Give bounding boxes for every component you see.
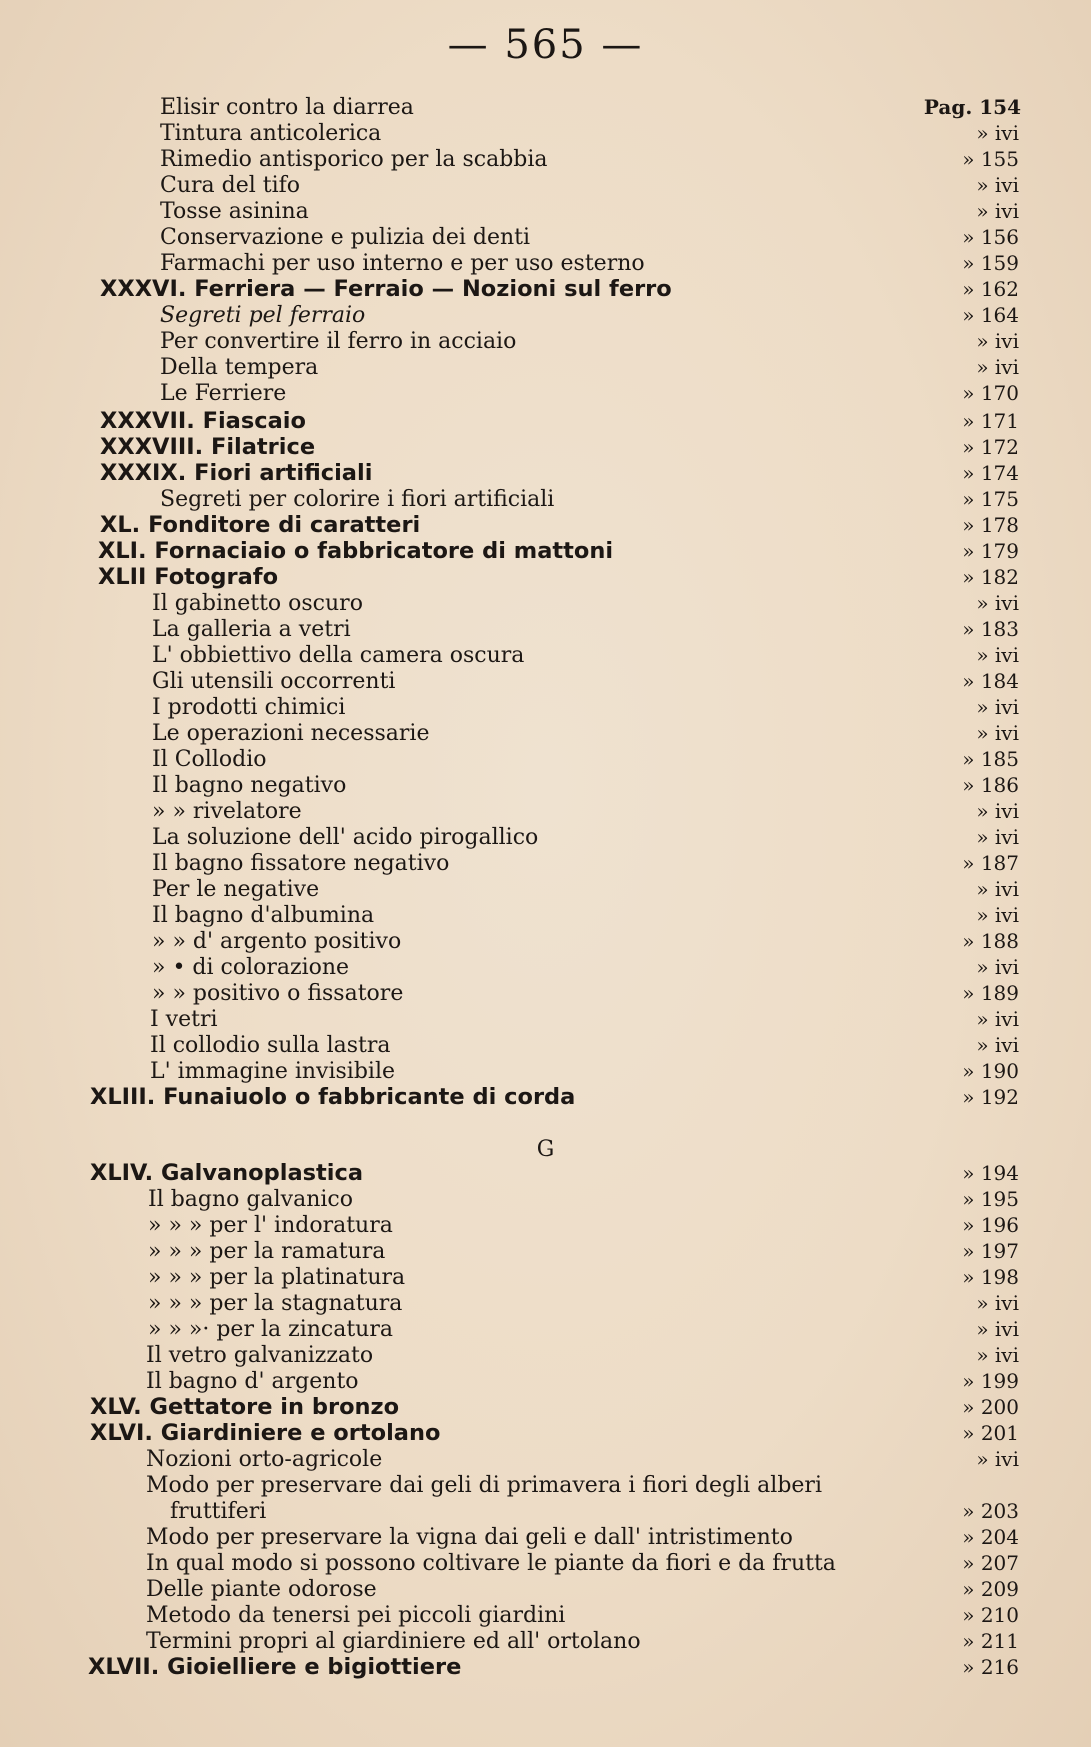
toc-entry-row [0,250,1091,277]
toc-entry-row [0,1212,1091,1239]
toc-section-row [0,538,1091,565]
section-title: XLII Fotografo [98,564,279,590]
toc-entry-row [0,1290,1091,1317]
page-reference: » 204 [962,1525,1019,1549]
page-reference: » ivi [976,721,1019,745]
entry-title: Farmachi per uso interno e per uso esterno [160,251,645,276]
page-number: — 565 — [447,22,644,68]
section-title: XLV. Gettatore in bronzo [90,1394,400,1420]
page-reference: » 186 [962,773,1019,797]
page-reference: » 189 [962,981,1019,1005]
toc-entry-row [0,720,1091,747]
toc-entry-row [0,120,1091,147]
page-reference: » ivi [976,1317,1019,1341]
toc-entry-row [0,746,1091,773]
page-reference: » 170 [962,381,1019,405]
page-reference: » ivi [976,1291,1019,1315]
page-reference: » ivi [976,799,1019,823]
page-reference: » 159 [962,251,1019,275]
toc-section-row [0,434,1091,461]
entry-title: Della tempera [160,355,319,380]
page-reference: » 201 [962,1421,1019,1445]
entry-title: Il Collodio [152,747,267,772]
entry-title: Delle piante odorose [146,1577,377,1602]
page-reference: » 194 [962,1161,1019,1185]
toc-entry-row [0,1368,1091,1395]
page-reference: » ivi [976,1343,1019,1367]
toc-entry-row [0,380,1091,407]
page-reference: » ivi [976,643,1019,667]
entry-title: Le Ferriere [160,381,287,406]
entry-title: Il bagno galvanico [148,1187,353,1212]
entry-title: Modo per preservare dai geli di primavera i fiori degli alberi [146,1473,822,1498]
entry-title: Il bagno d' argento [146,1369,359,1394]
entry-title: L' immagine invisibile [150,1059,395,1084]
page-reference: » 178 [962,513,1019,537]
toc-entry-row [0,486,1091,513]
page-reference: » ivi [976,355,1019,379]
toc-section-row [0,1160,1091,1187]
toc-entry-row [0,1550,1091,1577]
toc-entry-row [0,642,1091,669]
page-reference: » 211 [962,1629,1019,1653]
page-reference: » ivi [976,1007,1019,1031]
toc-entry-row [0,1498,1091,1525]
toc-entry-row [0,198,1091,225]
toc-entry-row [0,172,1091,199]
page-reference: » ivi [976,695,1019,719]
toc-section-row [0,1420,1091,1447]
section-title: XXXIX. Fiori artificiali [100,460,373,486]
entry-title: Metodo da tenersi pei piccoli giardini [146,1603,566,1628]
toc-entry-row [0,1602,1091,1629]
page-reference: » 192 [962,1085,1019,1109]
entry-title: Segreti pel ferraio [160,303,366,328]
entry-title: Tosse asinina [160,199,309,224]
entry-title: Nozioni orto-agricole [146,1447,383,1472]
page-reference: » ivi [976,199,1019,223]
entry-title: Il vetro galvanizzato [146,1343,374,1368]
toc-entry-row [0,1032,1091,1059]
toc-entry-row [0,850,1091,877]
page-reference: » ivi [976,121,1019,145]
entry-title: Il bagno fissatore negativo [152,851,450,876]
page-reference: » 209 [962,1577,1019,1601]
section-title: XL. Fonditore di caratteri [100,512,421,538]
toc-section-row [0,1394,1091,1421]
entry-title: » » rivelatore [152,799,302,824]
toc-entry-row [0,328,1091,355]
entry-title: Conservazione e pulizia dei denti [160,225,531,250]
page-reference: » ivi [976,329,1019,353]
page-reference: » ivi [976,825,1019,849]
page-reference: » ivi [976,591,1019,615]
toc-section-row [0,408,1091,435]
entry-title: Termini propri al giardiniere ed all' ortolano [146,1629,641,1654]
page-reference: » 155 [962,147,1019,171]
entry-title: Tintura anticolerica [160,121,382,146]
toc-section-row [0,1084,1091,1111]
toc-entry-row [0,1238,1091,1265]
entry-title: » • di colorazione [152,955,350,980]
section-letter: G [536,1137,555,1162]
entry-title: La galleria a vetri [152,617,351,642]
section-title: XXXVII. Fiascaio [100,408,306,434]
toc-entry-row [0,1576,1091,1603]
page-reference: » 185 [962,747,1019,771]
page-reference: » 171 [962,409,1019,433]
page-reference: » 172 [962,435,1019,459]
section-title: XXXVIII. Filatrice [100,434,316,460]
page-reference: Pag. 154 [923,95,1021,119]
toc-section-row [0,564,1091,591]
section-title: XXXVI. Ferriera — Ferraio — Nozioni sul ferro [100,276,672,302]
page-reference: » 188 [962,929,1019,953]
page-reference: » 216 [962,1655,1019,1679]
entry-title: Il collodio sulla lastra [150,1033,391,1058]
page-reference: » 203 [962,1499,1019,1523]
page-reference: » ivi [976,955,1019,979]
entry-title: Per le negative [152,877,320,902]
entry-title: Per convertire il ferro in acciaio [160,329,517,354]
toc-entry-row [0,798,1091,825]
entry-title: Il gabinetto oscuro [152,591,363,616]
toc-entry-row [0,1264,1091,1291]
entry-title: Modo per preservare la vigna dai geli e dall' intristimento [146,1525,793,1550]
page-reference: » ivi [976,1033,1019,1057]
toc-entry-row [0,224,1091,251]
entry-title: Cura del tifo [160,173,301,198]
page-reference: » 156 [962,225,1019,249]
entry-title: I vetri [150,1007,218,1032]
toc-section-row [0,460,1091,487]
page-reference: » ivi [976,877,1019,901]
entry-title: Le operazioni necessarie [152,721,430,746]
toc-entry-row [0,668,1091,695]
toc-entry-row [0,902,1091,929]
section-title: XLIII. Funaiuolo o fabbricante di corda [90,1084,576,1110]
page-reference: » 164 [962,303,1019,327]
toc-entry-row [0,1058,1091,1085]
section-title: XLVI. Giardiniere e ortolano [90,1420,441,1446]
toc-entry-row [0,94,1091,121]
entry-title: L' obbiettivo della camera oscura [152,643,525,668]
entry-title: » » » per la platinatura [148,1265,406,1290]
page-reference: » 182 [962,565,1019,589]
page-reference: » 200 [962,1395,1019,1419]
entry-title: » » » per la stagnatura [148,1291,403,1316]
toc-entry-row [0,1186,1091,1213]
entry-title: Il bagno negativo [152,773,347,798]
toc-entry-row [0,1628,1091,1655]
page-reference: » ivi [976,903,1019,927]
entry-title: » » »· per la zincatura [148,1317,393,1342]
page-reference: » 175 [962,487,1019,511]
toc-entry-row [0,1446,1091,1473]
toc-section-row [0,512,1091,539]
page-reference: » 184 [962,669,1019,693]
page-reference: » ivi [976,173,1019,197]
entry-title: fruttiferi [170,1499,267,1524]
toc-entry-row [0,928,1091,955]
section-title: XLVII. Gioielliere e bigiottiere [88,1654,462,1680]
entry-title: Il bagno d'albumina [152,903,375,928]
page-reference: » 174 [962,461,1019,485]
entry-title: La soluzione dell' acido pirogallico [152,825,539,850]
toc-entry-row [0,694,1091,721]
page-reference: » 198 [962,1265,1019,1289]
toc-entry-row [0,876,1091,903]
toc-entry-row [0,1524,1091,1551]
entry-title: » » d' argento positivo [152,929,402,954]
page-reference: » 210 [962,1603,1019,1627]
page-reference: » 199 [962,1369,1019,1393]
entry-title: Rimedio antisporico per la scabbia [160,147,548,172]
entry-title: Elisir contro la diarrea [160,95,414,120]
page-reference: » 197 [962,1239,1019,1263]
toc-entry-row [0,354,1091,381]
page-reference: » ivi [976,1447,1019,1471]
entry-title: » » positivo o fissatore [152,981,404,1006]
section-title: XLIV. Galvanoplastica [90,1160,364,1186]
page-reference: » 187 [962,851,1019,875]
page-reference: » 162 [962,277,1019,301]
toc-entry-row [0,616,1091,643]
page-reference: » 196 [962,1213,1019,1237]
entry-title: I prodotti chimici [152,695,346,720]
entry-title: Gli utensili occorrenti [152,669,396,694]
section-title: XLI. Fornaciaio o fabbricatore di mattoni [98,538,614,564]
page-reference: » 179 [962,539,1019,563]
page-reference: » 207 [962,1551,1019,1575]
toc-entry-row [0,1472,1091,1499]
toc-entry-row [0,590,1091,617]
entry-title: Segreti per colorire i fiori artificiali [160,487,555,512]
toc-entry-row [0,1316,1091,1343]
toc-entry-row [0,1006,1091,1033]
page-reference: » 195 [962,1187,1019,1211]
toc-entry-row [0,772,1091,799]
entry-title: In qual modo si possono coltivare le piante da fiori e da frutta [146,1551,836,1576]
entry-title: » » » per la ramatura [148,1239,386,1264]
toc-section-row [0,1654,1091,1681]
toc-entry-row [0,824,1091,851]
toc-section-row [0,276,1091,303]
toc-entry-row [0,302,1091,329]
toc-entry-row [0,146,1091,173]
toc-entry-row [0,1342,1091,1369]
toc-entry-row [0,954,1091,981]
page-reference: » 190 [962,1059,1019,1083]
page-reference: » 183 [962,617,1019,641]
toc-entry-row [0,980,1091,1007]
entry-title: » » » per l' indoratura [148,1213,393,1238]
